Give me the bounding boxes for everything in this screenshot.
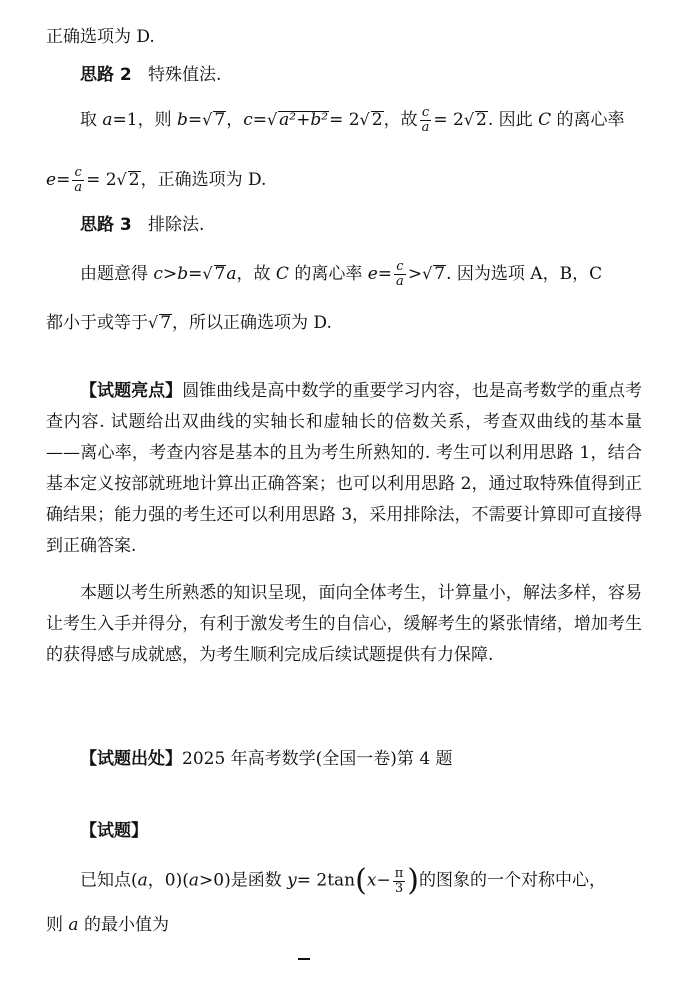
approach-2-label: 思路 2: [80, 65, 132, 85]
fraction-pi-over-3: $\frac{\pi}{3}$: [394, 865, 404, 896]
question-line-2: 则 a 的最小值为: [46, 915, 169, 935]
source-line: [80, 748, 453, 770]
summary-paragraph: 本题以考生所熟悉的知识呈现，面向全体考生，计算量小，解法多样，容易让考生入手并得分，有利于激发考生的自信心，缓解考生的紧张情绪，增加考生的获得感与成就感，为考生顺利完成后续试题提供有力保障.: [46, 583, 642, 665]
source-text: 2025 年高考数学(全国一卷)第 4 题: [182, 749, 453, 769]
formula-line-exclusion-2: 都小于或等于√ 7，所以正确选项为 D.: [46, 313, 332, 333]
highlight-label: 【试题亮点】: [80, 381, 183, 401]
fraction-c-over-a: $\frac{c}{a}$: [74, 165, 83, 195]
highlight-text: 圆锥曲线是高中数学的重要学习内容，也是高考数学的重点考查内容. 试题给出双曲线的实轴长和虚轴长的倍数关系，考查双曲线的基本量——离心率，考查内容是基本的且为考生所熟知的. 考生可以利用思路 1，结合基本定义按部就班地计算出正确答案；也可以利用思路 2，通过取特殊值得到正确结果；能力强的考生还可以利用思路 3，采用排除法，不需要计算即可直接得到正确答案.: [46, 381, 643, 556]
approach-3-heading: [80, 214, 204, 236]
question-line-1: 已知点(a，0)(a>0)是函数 y= 2tan(x− $\frac{\pi}{3}$ )的图象的一个对称中心，: [80, 863, 606, 898]
question-label: 【试题】: [80, 821, 148, 841]
approach-3-title: 排除法.: [147, 215, 205, 235]
answer-blank-mark: [298, 958, 310, 960]
approach-2-heading: [80, 64, 221, 86]
text-line-1: 正确选项为 D.: [46, 27, 155, 47]
highlight-paragraph: [46, 376, 642, 562]
formula-line-exclusion: 由题意得 c>b=√ 7a，故 C 的离心率 e= $\frac{c}{a}$ >√ 7. 因为选项 A，B，C: [80, 259, 603, 289]
source-label: 【试题出处】: [80, 749, 182, 769]
formula-line-e: e= $\frac{c}{a}$ = 2√ 2，正确选项为 D.: [46, 165, 267, 195]
fraction-c-over-a: $\frac{c}{a}$: [396, 259, 404, 289]
question-heading: [80, 820, 148, 842]
formula-line-a: 取 a=1，则 b=√ 7，c=√ a²+b²= 2√ 2，故 $\frac{c}{a}$ = 2√ 2. 因此 C 的离心率: [80, 105, 625, 135]
approach-2-title: 特殊值法.: [147, 65, 222, 85]
approach-3-label: 思路 3: [80, 215, 132, 235]
fraction-c-over-a: $\frac{c}{a}$: [421, 105, 430, 135]
